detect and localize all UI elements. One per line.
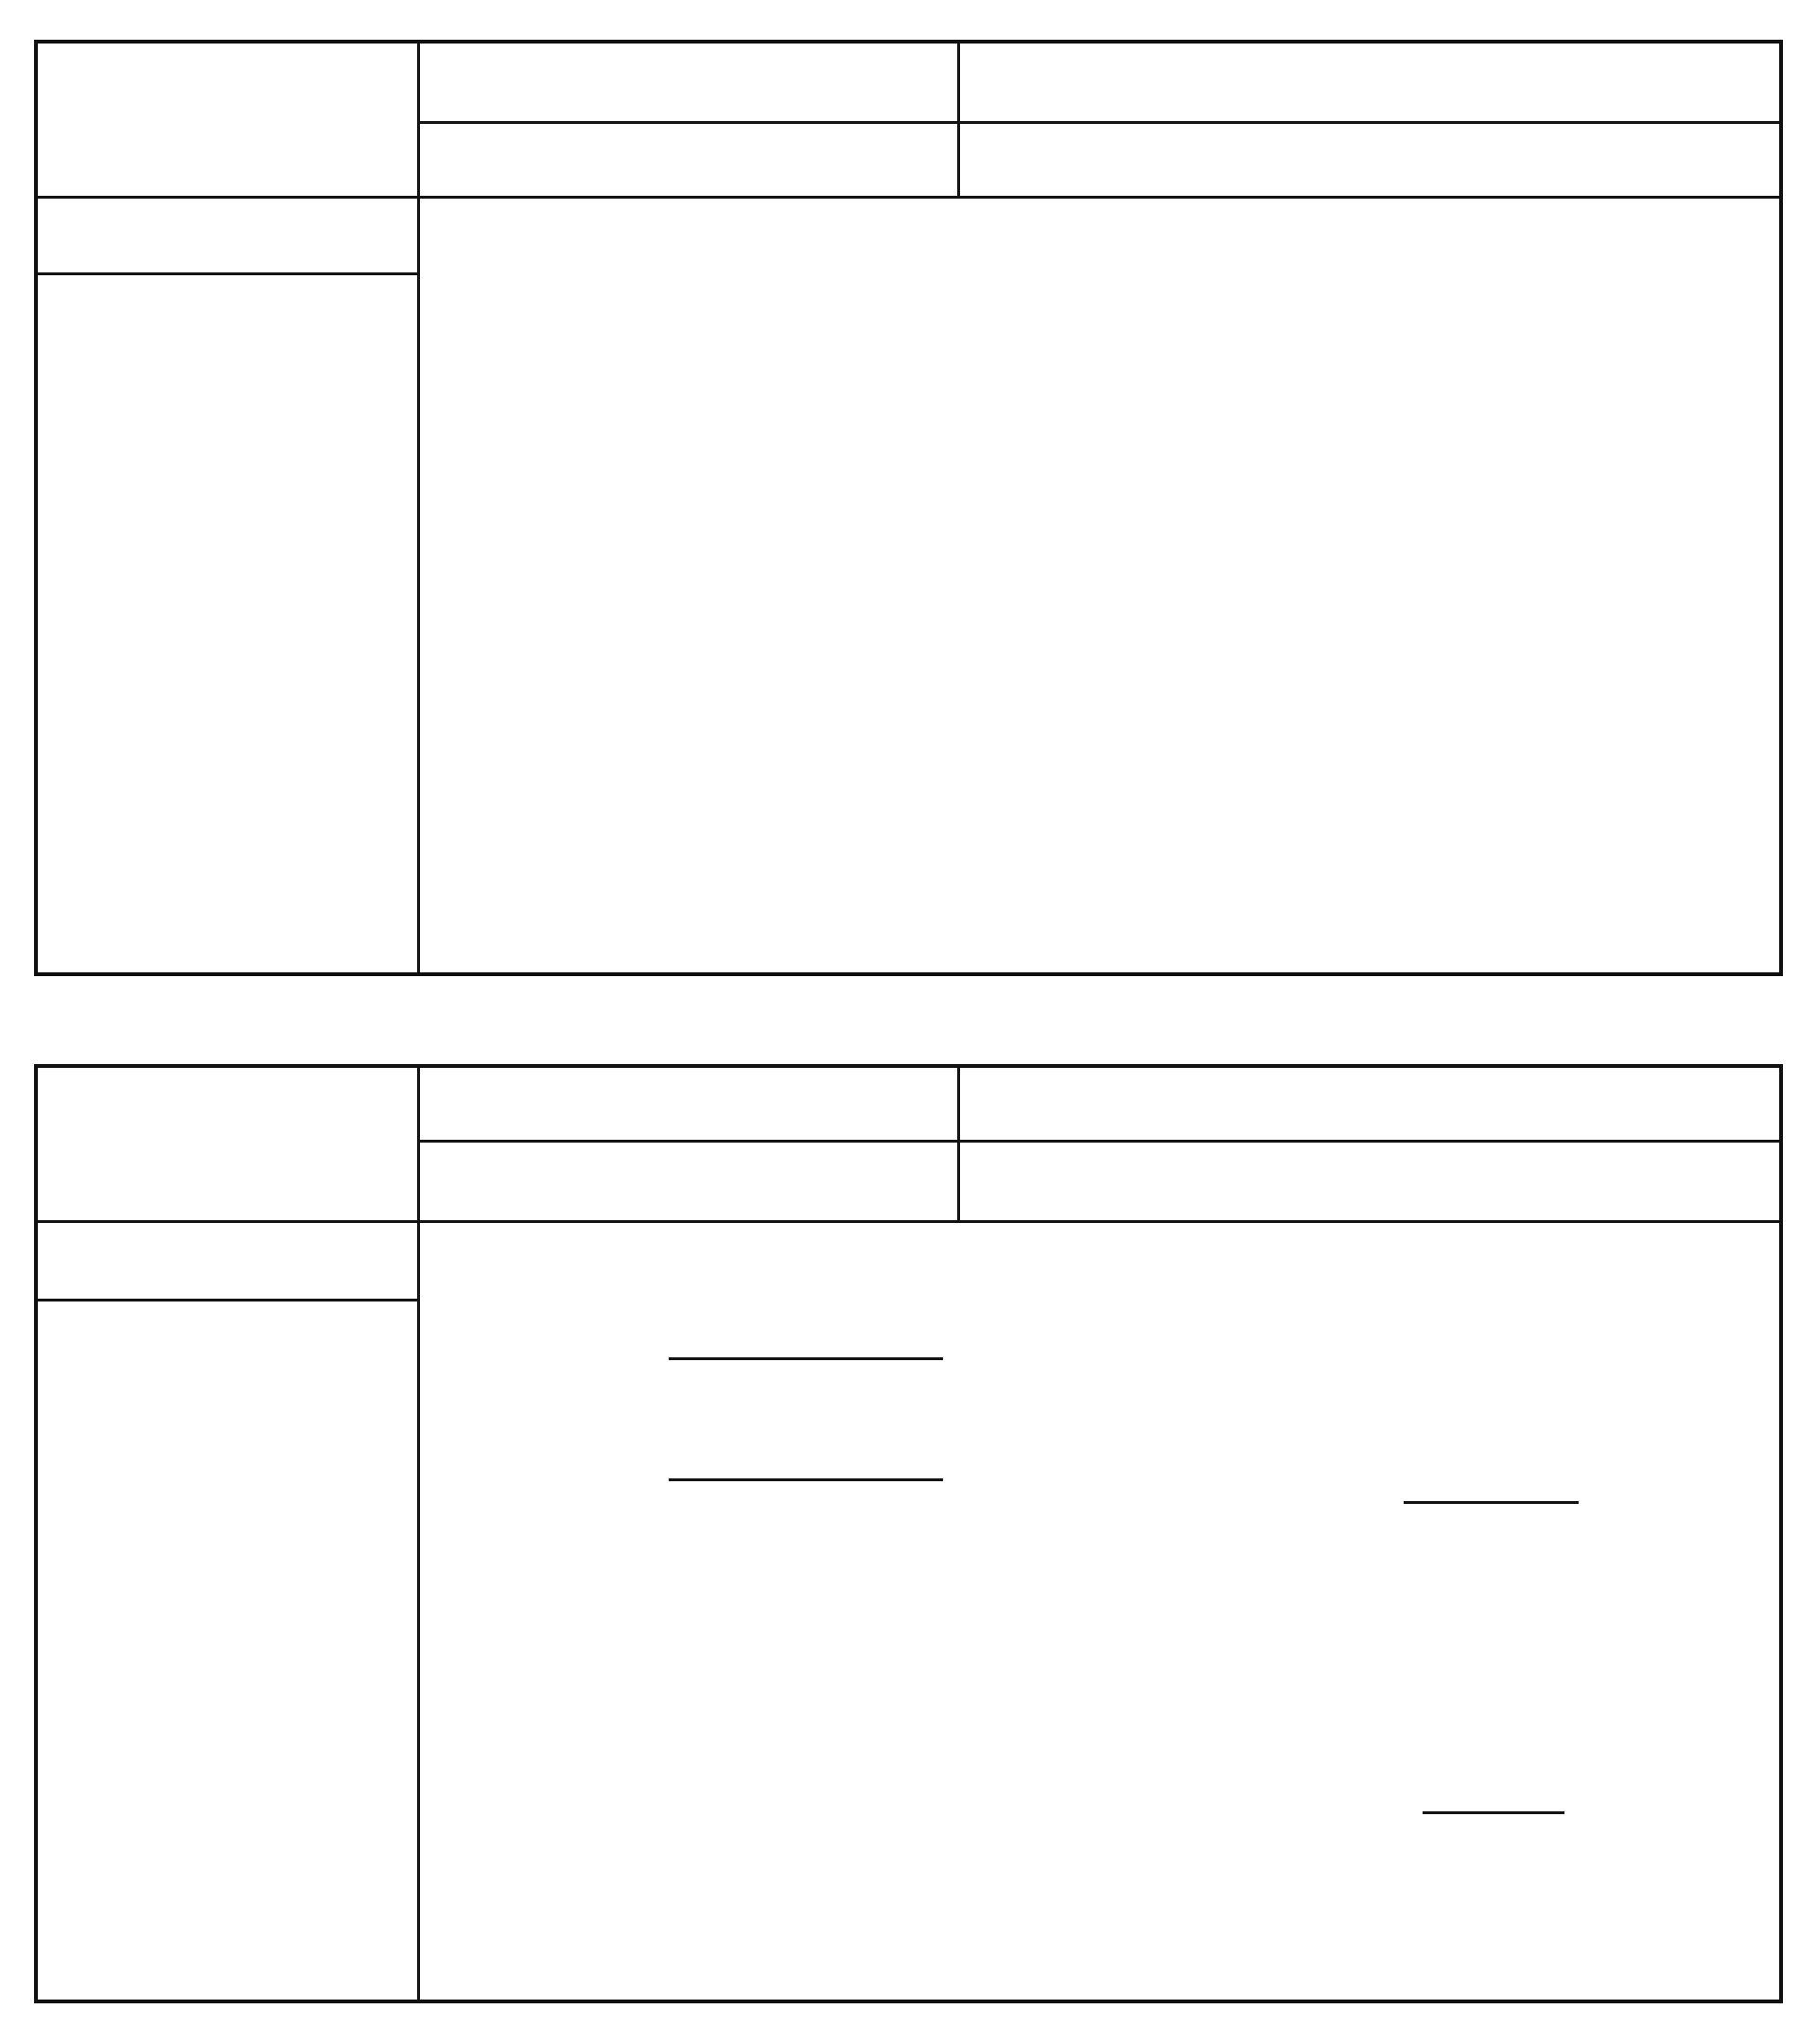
description bbox=[960, 124, 1779, 196]
sheet-construction-page bbox=[34, 1064, 1783, 2003]
pants-photo-green-back bbox=[1561, 614, 1701, 956]
technical-drawing-area bbox=[420, 1223, 1779, 2000]
pants-photo-black-back bbox=[1559, 252, 1699, 573]
style-number bbox=[420, 1068, 957, 1140]
description bbox=[960, 1143, 1779, 1220]
flat-back-drawing bbox=[1124, 1318, 1502, 1942]
pants-photo-green-front bbox=[1354, 620, 1494, 952]
brand-logo-icon bbox=[111, 1092, 347, 1195]
logo-cell bbox=[38, 1068, 420, 1223]
fabric-swatch-photo bbox=[85, 364, 378, 607]
sidebar-title bbox=[38, 1223, 417, 1299]
pants-photo-black-front bbox=[1353, 257, 1493, 566]
style-number bbox=[420, 44, 957, 121]
leader-line-embossed-logo bbox=[1404, 1501, 1579, 1504]
zipper-pull-front-icon bbox=[128, 1419, 208, 1660]
button-front-icon bbox=[80, 1797, 217, 1933]
leader-line-wide-leg bbox=[1423, 1811, 1564, 1814]
swatch-column bbox=[38, 275, 420, 972]
header-season-cell bbox=[420, 1143, 960, 1223]
button-back-icon bbox=[251, 1797, 387, 1933]
pants-photo-brown-front bbox=[563, 340, 818, 954]
season bbox=[420, 1143, 957, 1220]
header-style-cell bbox=[420, 44, 960, 124]
zipper-pull-back-icon bbox=[246, 1419, 323, 1660]
brand-logo-icon bbox=[111, 68, 347, 170]
header-style-cell bbox=[420, 1068, 960, 1143]
sidebar-title-cell bbox=[38, 199, 420, 275]
fabric-name bbox=[960, 44, 1779, 121]
fabric-name bbox=[960, 1068, 1779, 1140]
product-render-area bbox=[420, 199, 1779, 972]
logo-cell bbox=[38, 44, 420, 199]
header-description-cell bbox=[960, 1143, 1779, 1223]
flat-front-drawing bbox=[709, 1318, 1163, 1942]
sheet-fabric-page bbox=[34, 40, 1783, 976]
season bbox=[420, 124, 957, 196]
leader-line-hidden-zipper bbox=[669, 1478, 943, 1481]
sidebar-title-cell bbox=[38, 1223, 420, 1302]
header-season-cell bbox=[420, 124, 960, 199]
sidebar-title bbox=[38, 199, 417, 272]
pants-photo-brown-back bbox=[932, 321, 1187, 966]
hardware-column bbox=[38, 1302, 420, 2000]
leader-line-hidden-button bbox=[669, 1357, 943, 1360]
header-fabric-cell bbox=[960, 44, 1779, 124]
metal-swatch-photo bbox=[85, 692, 378, 891]
header-fabric-cell bbox=[960, 1068, 1779, 1143]
header-description-cell bbox=[960, 124, 1779, 199]
